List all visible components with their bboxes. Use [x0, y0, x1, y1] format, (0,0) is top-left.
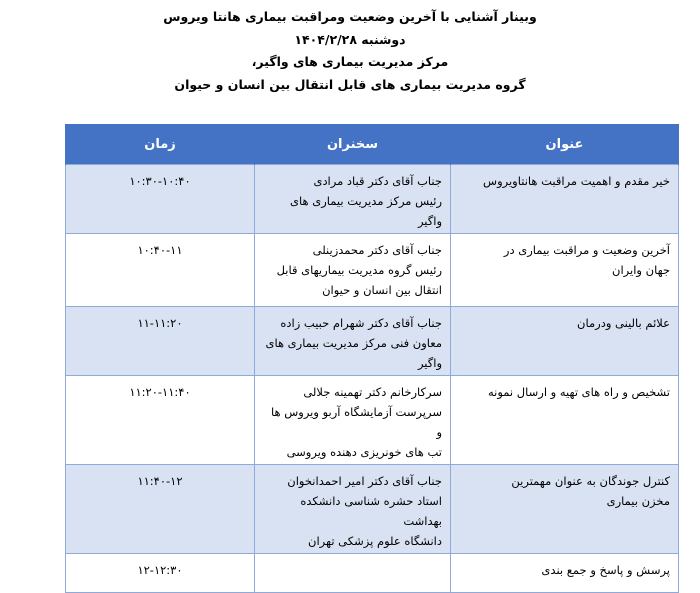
session-speaker-cell-line: استاد حشره شناسی دانشکده بهداشت — [300, 494, 442, 528]
column-header-title: عنوان — [451, 124, 679, 165]
session-speaker-cell-line: واگیر — [417, 356, 442, 370]
column-header-speaker: سخنران — [255, 124, 451, 165]
agenda-header-row — [66, 124, 679, 165]
session-speaker-cell-line: رئیس مرکز مدیریت بیماری های واگیر — [289, 194, 442, 228]
session-speaker-cell — [255, 165, 451, 234]
session-title-cell — [451, 307, 679, 376]
session-title-cell-line: خیر مقدم و اهمیت مراقبت هانتاویروس — [483, 174, 670, 188]
session-speaker-cell-line: جناب آقای دکتر شهرام حبیب زاده — [280, 316, 442, 330]
session-title-cell-line: مخزن بیماری — [606, 494, 670, 508]
organizer-center: مرکز مدیریت بیماری های واگیر، — [251, 54, 449, 69]
session-speaker-cell-line: سرپرست آزمایشگاه آربو ویروس ها و — [271, 405, 442, 439]
session-speaker-cell — [255, 376, 451, 465]
session-title-cell — [451, 376, 679, 465]
session-speaker-cell — [255, 554, 451, 593]
agenda-row — [66, 165, 679, 234]
session-speaker-cell-line: جناب آقای دکتر محمدزینلی — [312, 243, 442, 257]
session-title-cell — [451, 554, 679, 593]
session-time-cell: ۱۲-۱۲:۳۰ — [66, 554, 255, 593]
session-title-cell-line: آخرین وضعیت و مراقبت بیماری در — [503, 243, 670, 257]
session-speaker-cell — [255, 234, 451, 307]
session-speaker-cell-line: رئیس گروه مدیریت بیماریهای قابل — [276, 263, 442, 277]
session-title-cell-line: جهان وایران — [612, 263, 670, 277]
session-speaker-cell-line: معاون فنی مرکز مدیریت بیماری های — [265, 336, 442, 350]
session-speaker-cell-line: جناب آقای دکتر امیر احمدانخوان — [287, 474, 442, 488]
session-title-cell-line: پرسش و پاسخ و جمع بندی — [541, 563, 670, 577]
agenda-table — [65, 124, 679, 593]
agenda-row — [66, 465, 679, 554]
session-speaker-cell-line: انتقال بین انسان و حیوان — [322, 283, 442, 297]
agenda-row — [66, 307, 679, 376]
session-speaker-cell-line: سرکارخانم دکتر تهمینه جلالی — [303, 385, 442, 399]
session-speaker-cell-line: دانشگاه علوم پزشکی تهران — [308, 534, 442, 548]
column-header-time: زمان — [66, 124, 255, 165]
session-time-cell: ۱۰:۳۰-۱۰:۴۰ — [66, 165, 255, 234]
session-speaker-cell — [255, 465, 451, 554]
session-title-cell — [451, 465, 679, 554]
session-title-cell-line: علائم بالینی ودرمان — [577, 316, 670, 330]
document-header — [0, 6, 700, 96]
session-title-cell-line: کنترل جوندگان به عنوان مهمترین — [511, 474, 670, 488]
session-title-cell-line: تشخیص و راه های تهیه و ارسال نمونه — [487, 385, 670, 399]
webinar-date: دوشنبه ۱۴۰۴/۲/۲۸ — [294, 31, 406, 47]
session-speaker-cell-line: تب های خونریزی دهنده ویروسی — [286, 445, 442, 459]
session-time-cell: ۱۱:۲۰-۱۱:۴۰ — [66, 376, 255, 465]
session-speaker-cell-line: جناب آقای دکتر قباد مرادی — [313, 174, 442, 188]
session-speaker-cell — [255, 307, 451, 376]
agenda-row — [66, 376, 679, 465]
session-title-cell — [451, 234, 679, 307]
session-time-cell: ۱۱-۱۱:۲۰ — [66, 307, 255, 376]
organizer-group: گروه مدیریت بیماری های قابل انتقال بین انسان و حیوان — [174, 76, 526, 92]
session-time-cell: ۱۰:۴۰-۱۱ — [66, 234, 255, 307]
session-time-cell: ۱۱:۴۰-۱۲ — [66, 465, 255, 554]
webinar-title: وبینار آشنایی با آخرین وضعیت ومراقبت بیماری هانتا ویروس — [163, 9, 537, 24]
session-title-cell — [451, 165, 679, 234]
agenda-row — [66, 554, 679, 593]
agenda-row — [66, 234, 679, 307]
